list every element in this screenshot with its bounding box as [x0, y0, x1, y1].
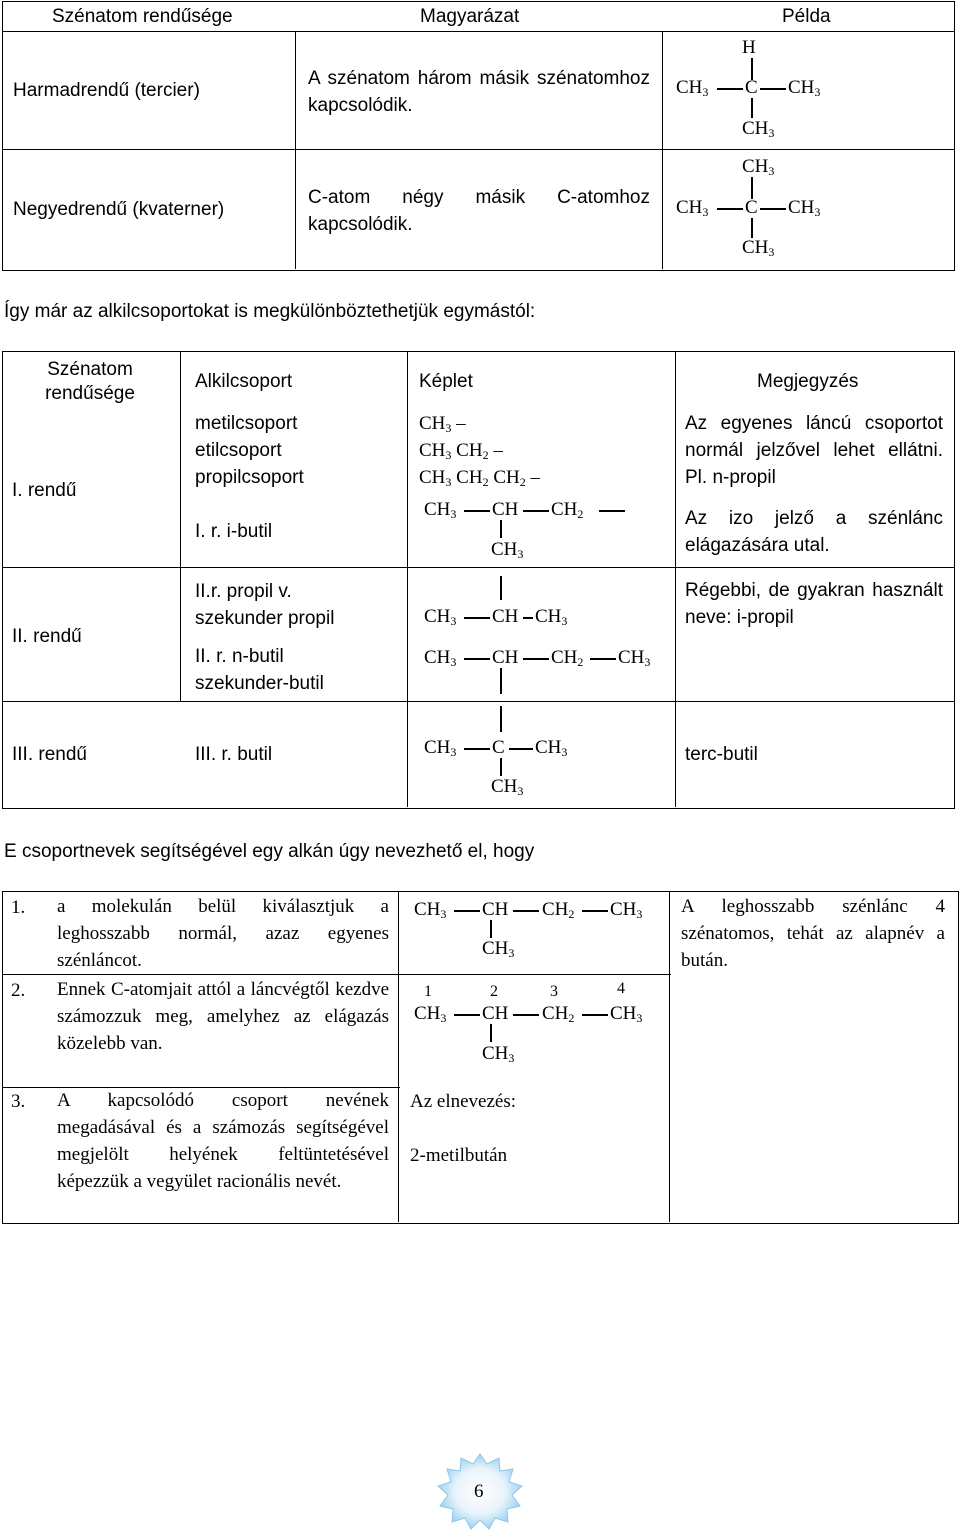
table-header: Megjegyzés [757, 371, 859, 392]
order-label: I. rendű [12, 480, 77, 501]
table-divider [2, 701, 955, 702]
table-header: Alkilcsoport [195, 371, 293, 392]
table-divider [2, 31, 955, 32]
step-number: 1. [11, 897, 26, 918]
naming-result: 2-metilbután [410, 1145, 508, 1166]
page-number: 6 [474, 1481, 484, 1502]
explanation-text: A szénatom három másik szénatomhoz kapcsolódik. [308, 68, 650, 116]
group-name: III. r. butil [195, 744, 273, 765]
sentence-text: E csoportnevek segítségével egy alkán úgy nevezhető el, hogy [4, 841, 535, 862]
note-text: terc-butil [685, 744, 758, 765]
order-label: Negyedrendű (kvaterner) [13, 199, 225, 220]
carbon-number: 1 [424, 983, 432, 1000]
step-number: 2. [11, 980, 26, 1001]
table-divider [2, 149, 955, 150]
group-name: etilcsoport [195, 440, 282, 461]
table-divider [2, 567, 955, 568]
step-number: 3. [11, 1091, 26, 1112]
step-text: a molekulán belül kiválasztjuk a leghosszabb normál, azaz egyenes szénláncot. [57, 896, 389, 971]
table-divider [675, 351, 676, 807]
side-note: A leghosszabb szénlánc 4 szénatomos, tehát az alapnév a bután. [681, 896, 945, 971]
table-divider [295, 31, 296, 269]
table-header: Képlet [419, 371, 473, 392]
note-text: Az izo jelző a szénlánc elágazására utal. [685, 508, 943, 556]
table-divider [407, 351, 408, 807]
page-number-badge [436, 1452, 524, 1530]
carbon-number: 3 [550, 983, 558, 1000]
note-text: Régebbi, de gyakran használt neve: i-propil [685, 580, 943, 628]
group-name: metilcsoport [195, 413, 298, 434]
table-divider [669, 891, 670, 1222]
group-name: I. r. i-butil [195, 521, 273, 542]
group-name: II.r. propil v. szekunder propil [195, 581, 335, 629]
note-text: Az egyenes láncú csoportot normál jelzővel lehet ellátni. Pl. n-propil [685, 413, 943, 488]
order-label: II. rendű [12, 626, 82, 647]
carbon-number: 4 [617, 980, 625, 997]
naming-label: Az elnevezés: [410, 1091, 517, 1112]
table-divider [2, 974, 671, 975]
carbon-number: 2 [490, 983, 498, 1000]
order-label: Harmadrendű (tercier) [13, 80, 200, 101]
table-divider [398, 891, 399, 1222]
order-label: III. rendű [12, 744, 87, 765]
explanation-text: C-atom négy másik C-atomhoz kapcsolódik. [308, 187, 650, 235]
intro-text: Így már az alkilcsoportokat is megkülönböztethetjük egymástól: [4, 301, 536, 322]
table-divider [662, 31, 663, 269]
table-header: Magyarázat [420, 6, 520, 27]
table-divider [180, 351, 181, 701]
group-name: propilcsoport [195, 467, 304, 488]
table-header: Példa [782, 6, 831, 27]
table-header: Szénatom rendűsége [45, 359, 135, 404]
table-header: Szénatom rendűsége [52, 6, 233, 27]
group-name: II. r. n-butil szekunder-butil [195, 646, 324, 694]
step-text: Ennek C-atomjait attól a láncvégtől kezdve számozzuk meg, amelyhez az elágazás közelebb van. [57, 979, 389, 1054]
step-text: A kapcsolódó csoport nevének megadásával és a számozás segítségével megjelölt helyének feltüntetésével képezzük a vegyület racionális nevét. [57, 1090, 389, 1192]
